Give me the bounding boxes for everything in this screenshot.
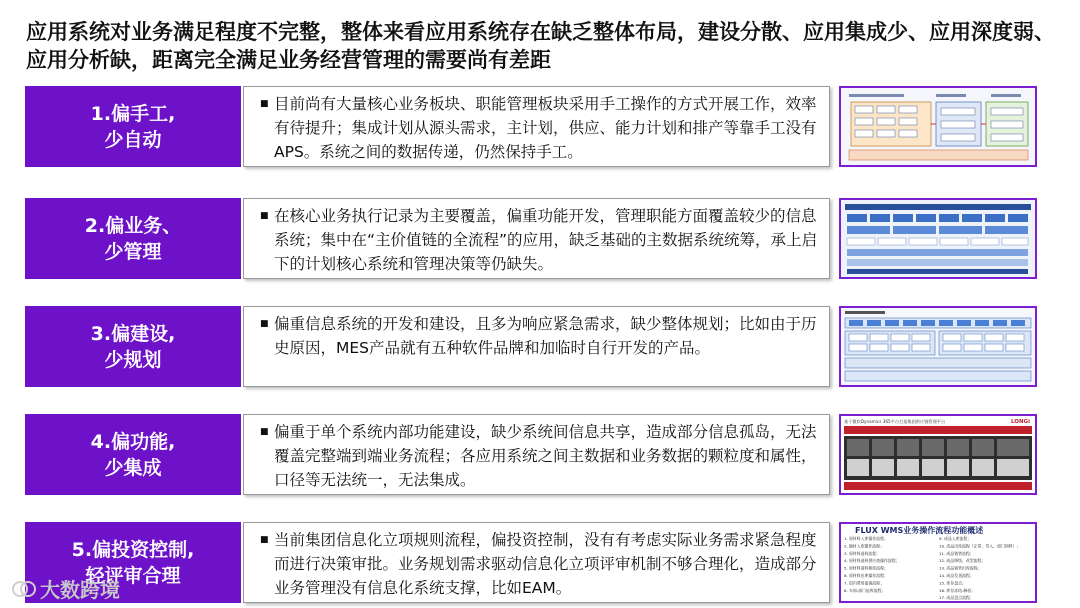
wms-right-item: 15. 库存盘点； (939, 580, 966, 586)
issue-description (243, 306, 830, 387)
description-text: 目前尚有大量核心业务板块、职能管理板块采用手工操作的方式开展工作，效率有待提升；集成计划从源头需求，主计划，供应、能力计划和排产等靠手工没有APS。系统之间的数据传递，仍然保持手工。 (274, 95, 817, 161)
thumb4-caption: 基于微软Dynamics 365平台打造集团供应链管理平台 (844, 419, 946, 424)
label-line-2: 少自动 (104, 128, 162, 151)
label-line-2: 少规划 (104, 348, 162, 371)
wms-left-item: 6. 原材料出库操作流程； (844, 573, 888, 578)
thumbnail-process-diagram (839, 86, 1037, 167)
wms-left-item: 5. 原材料退料换库流程； (844, 565, 888, 571)
label-line-2: 少管理 (104, 240, 162, 263)
description-text: 在核心业务执行记录为主要覆盖，偏重功能开发，管理职能方面覆盖较少的信息系统；集中在“主价值链的全流程”的应用，缺乏基础的主数据系统统筹，承上启下的计划核心系统和管理决策等仍缺失。 (274, 207, 818, 273)
label-line-2: 轻评审合理 (85, 564, 181, 587)
watermark (12, 574, 120, 603)
label-line-1: 4.偏功能, (90, 430, 176, 453)
issue-row-5 (25, 522, 1041, 603)
thumb5-title: FLUX WMS业务操作流程功能概述 (855, 526, 984, 535)
issue-row-3 (25, 306, 1041, 387)
watermark-text: 大数跨境 (40, 578, 120, 602)
label-line-1: 3.偏建设, (90, 322, 176, 345)
bullet-icon: ■ (260, 427, 269, 437)
label-line-1: 1.偏手工, (90, 102, 176, 125)
issue-description (243, 86, 830, 167)
issue-description (243, 522, 830, 603)
wms-left-item: 2. 辅材入库操作流程； (844, 543, 884, 549)
label-line-2: 少集成 (104, 456, 162, 479)
thumbnail-value-chain (839, 198, 1037, 279)
wms-left-item: 8. 车间-部门退库流程； (844, 587, 886, 593)
issue-row-4 (25, 414, 1041, 495)
wms-right-item: 16. 库存冻结-释放； (939, 587, 976, 593)
description-text: 偏重于单个系统内部功能建设，缺少系统间信息共享，造成部分信息孤岛，无法覆盖完整端到端业务流程；各应用系统之间主数据和业务数据的颗粒度和属性，口径等无法统一，无法集成。 (274, 423, 817, 489)
wms-right-item: 11. 成品销售流程； (939, 550, 974, 556)
watermark-logo-icon (12, 578, 36, 600)
thumbnail-wms-flow (839, 522, 1037, 603)
issue-label (25, 86, 241, 167)
thumb4-brand: LONGi (1011, 419, 1030, 425)
issue-row-1 (25, 86, 1041, 167)
wms-left-item: 7. 国内费用报销流程； (844, 580, 884, 586)
issue-description (243, 414, 830, 495)
wms-left-item: 3. 原材料退料流程； (844, 550, 881, 556)
wms-left-item: 1. 原材料入库操作流程； (844, 536, 888, 541)
wms-right-item: 13. 成品销售出库流程； (939, 565, 982, 571)
wms-right-item: 12. 成品降级，改型流程； (939, 558, 986, 564)
wms-left-item: 4. 原材料退料供应商操作流程； (844, 558, 900, 564)
issue-row-2 (25, 198, 1041, 279)
issue-description (243, 198, 830, 279)
bullet-icon: ■ (260, 535, 269, 545)
bullet-icon: ■ (260, 211, 269, 221)
wms-right-item: 9. 成品入库流程； (939, 536, 972, 541)
page-title: 应用系统对业务满足程度不完整，整体来看应用系统存在缺乏整体布局，建设分散、应用集成少、应用深度弱、应用分析缺，距离完全满足业务经营管理的需要尚有差距 (26, 20, 1055, 72)
label-line-1: 2.偏业务、 (84, 214, 182, 237)
wms-right-item: 14. 成品发货流程； (939, 573, 974, 578)
bullet-icon: ■ (260, 319, 269, 329)
bullet-icon: ■ (260, 99, 269, 109)
issue-label (25, 198, 241, 279)
thumbnail-architecture-grid (839, 306, 1037, 387)
label-line-1: 5.偏投资控制, (71, 538, 195, 561)
issue-label (25, 414, 241, 495)
issue-label (25, 306, 241, 387)
wms-right-item: 10. 成品出库流程（正常，导入、部门领料）； (939, 543, 1021, 549)
description-text: 当前集团信息化立项规则流程，偏投资控制，没有有考虑实际业务需求紧急程度而进行决策审批。业务规划需求驱动信息化立项评审机制不够合理化，造成部分业务管理没有信息化系统支撑，比如EAM。 (274, 531, 817, 597)
description-text: 偏重信息系统的开发和建设，且多为响应紧急需求，缺少整体规划；比如由于历史原因，MES产品就有五种软件品牌和加临时自行开发的产品。 (274, 315, 817, 357)
thumbnail-platform-overview (839, 414, 1037, 495)
wms-right-item: 17. 成品盘点流程； (939, 595, 974, 601)
